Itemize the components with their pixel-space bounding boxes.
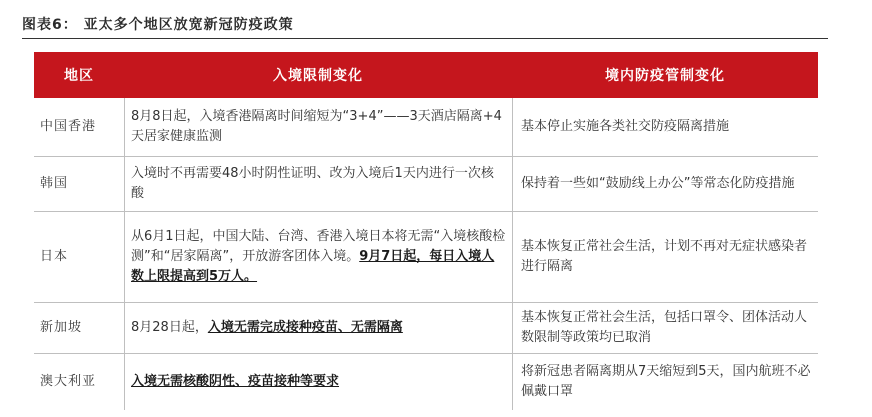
table-row	[34, 303, 818, 354]
table-header	[34, 52, 818, 98]
table-row	[34, 157, 818, 212]
table-row	[34, 354, 818, 410]
domestic-text: 基本恢复正常社会生活，计划不再对无症状感染者进行隔离	[521, 239, 808, 274]
region-cell: 中国香港	[40, 119, 97, 134]
entry-emphasis: 9月7日起，每日入境人数上限提高到5万人。	[131, 249, 495, 284]
domestic-text: 基本恢复正常社会生活，包括口罩令、团体活动人数限制等政策均已取消	[521, 310, 808, 345]
entry-cell	[124, 303, 512, 353]
domestic-cell	[512, 354, 818, 410]
title-divider	[22, 38, 828, 39]
region-cell: 日本	[40, 249, 69, 264]
entry-text: 8月8日起，入境香港隔离时间缩短为“3+4”——3天酒店隔离+4天居家健康监测	[131, 109, 502, 144]
policy-table	[34, 52, 818, 410]
domestic-cell	[512, 98, 818, 156]
entry-emphasis: 入境无需核酸阴性、疫苗接种等要求	[131, 374, 340, 389]
entry-cell	[124, 354, 512, 410]
entry-cell	[124, 212, 512, 302]
header-region: 地区	[64, 68, 94, 84]
domestic-cell	[512, 303, 818, 353]
domestic-text: 基本停止实施各类社交防疫隔离措施	[521, 119, 730, 134]
domestic-text: 保持着一些如“鼓励线上办公”等常态化防疫措施	[521, 176, 795, 191]
header-entry-restrictions: 入境限制变化	[273, 68, 363, 84]
entry-text: 从6月1日起，中国大陆、台湾、香港入境日本将无需“入境核酸检测”和“居家隔离”，开放游客团体入境。	[131, 229, 506, 264]
region-cell: 新加坡	[40, 320, 83, 335]
entry-cell	[124, 157, 512, 211]
entry-emphasis: 入境无需完成接种疫苗、无需隔离	[207, 320, 403, 335]
entry-cell	[124, 98, 512, 156]
domestic-cell	[512, 212, 818, 302]
table-row	[34, 98, 818, 157]
region-cell: 韩国	[40, 176, 69, 191]
table-row	[34, 212, 818, 303]
entry-text: 入境时不再需要48小时阴性证明、改为入境后1天内进行一次核酸	[131, 166, 494, 201]
domestic-cell	[512, 157, 818, 211]
figure-title: 图表6： 亚太多个地区放宽新冠防疫政策	[22, 17, 294, 33]
region-cell: 澳大利亚	[40, 374, 97, 389]
domestic-text: 将新冠患者隔离期从7天缩短到5天，国内航班不必佩戴口罩	[521, 364, 811, 399]
header-domestic-controls: 境内防疫管制变化	[605, 68, 725, 84]
entry-text: 8月28日起，	[131, 320, 208, 335]
